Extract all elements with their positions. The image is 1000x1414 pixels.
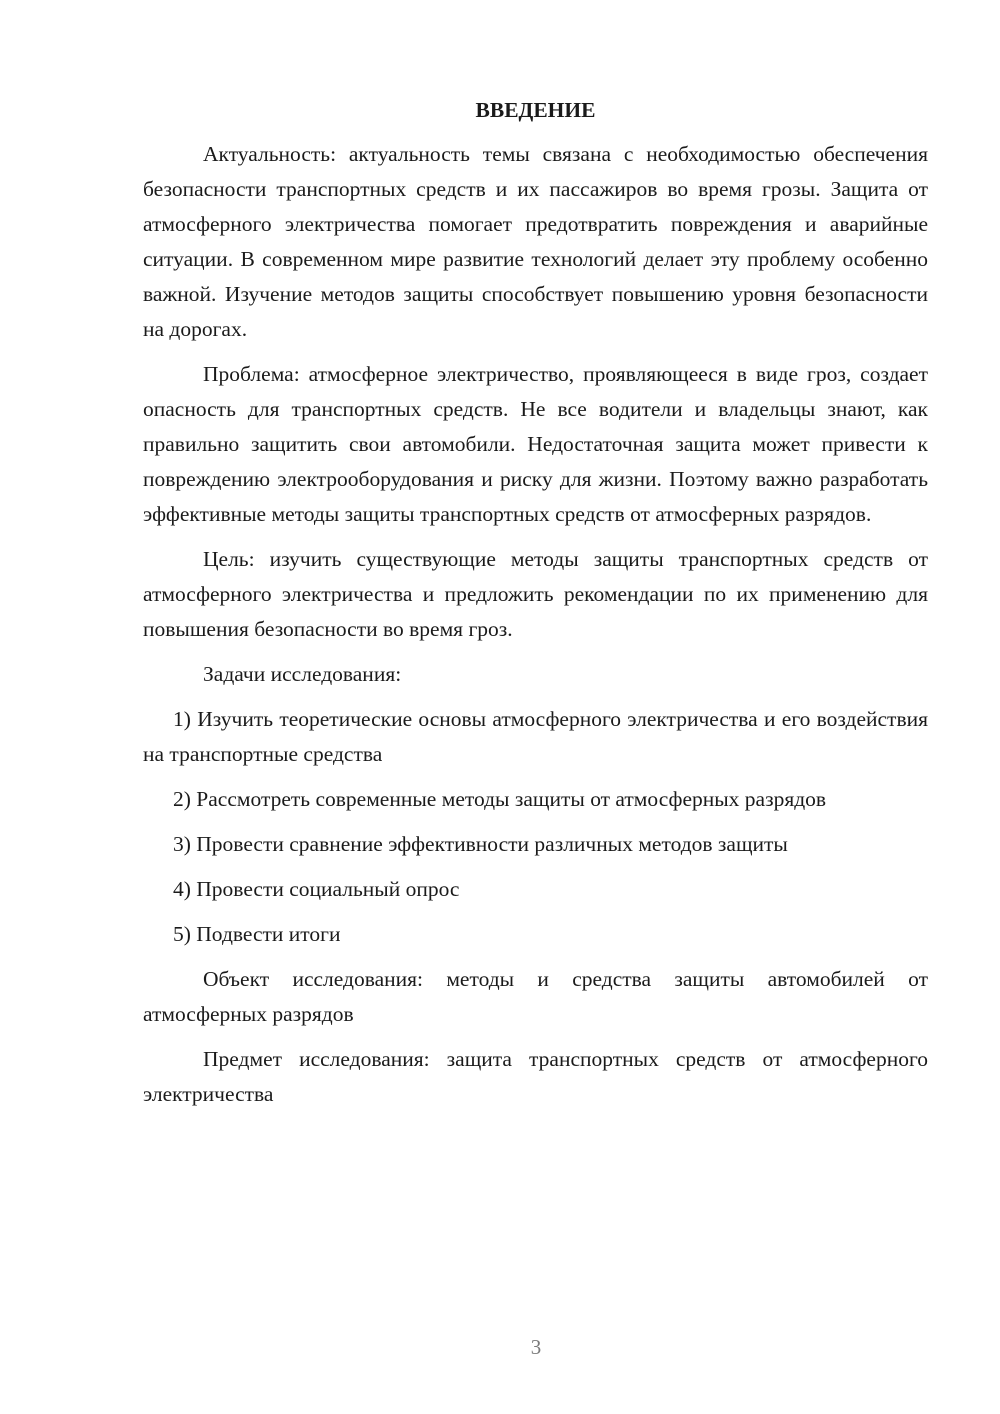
document-page xyxy=(143,95,928,1122)
relevance-paragraph: Актуальность: актуальность темы связана с необходимостью обеспечения безопасности транспортных средств и их пассажиров во время грозы. Защита от атмосферного электричества помогает предотвратить повреждения и аварийные ситуации. В современном мире развитие технологий делает эту проблему особенно важной. Изучение методов защиты способствует повышению уровня безопасности на дорогах. xyxy=(143,142,928,341)
list-item: 2) Рассмотреть современные методы защиты от атмосферных разрядов xyxy=(173,787,827,811)
tasks-heading: Задачи исследования: xyxy=(203,662,402,686)
list-item: 5) Подвести итоги xyxy=(173,922,341,946)
list-item: 1) Изучить теоретические основы атмосферного электричества и его воздействия на транспортные средства xyxy=(143,707,928,766)
tasks-list xyxy=(143,702,928,952)
list-item: 4) Провести социальный опрос xyxy=(173,877,460,901)
object-paragraph: Объект исследования: методы и средства защиты автомобилей от атмосферных разрядов xyxy=(143,967,928,1026)
subject-paragraph: Предмет исследования: защита транспортных средств от атмосферного электричества xyxy=(143,1047,928,1106)
problem-paragraph: Проблема: атмосферное электричество, проявляющееся в виде гроз, создает опасность для транспортных средств. Не все водители и владельцы знают, как правильно защитить свои автомобили. Недостаточная защита может привести к повреждению электрооборудования и риску для жизни. Поэтому важно разработать эффективные методы защиты транспортных средств от атмосферных разрядов. xyxy=(143,362,928,526)
page-title: ВВЕДЕНИЕ xyxy=(475,98,596,122)
list-item: 3) Провести сравнение эффективности различных методов защиты xyxy=(173,832,788,856)
page-number: 3 xyxy=(530,1335,542,1359)
goal-paragraph: Цель: изучить существующие методы защиты транспортных средств от атмосферного электричества и предложить рекомендации по их применению для повышения безопасности во время гроз. xyxy=(143,547,928,641)
